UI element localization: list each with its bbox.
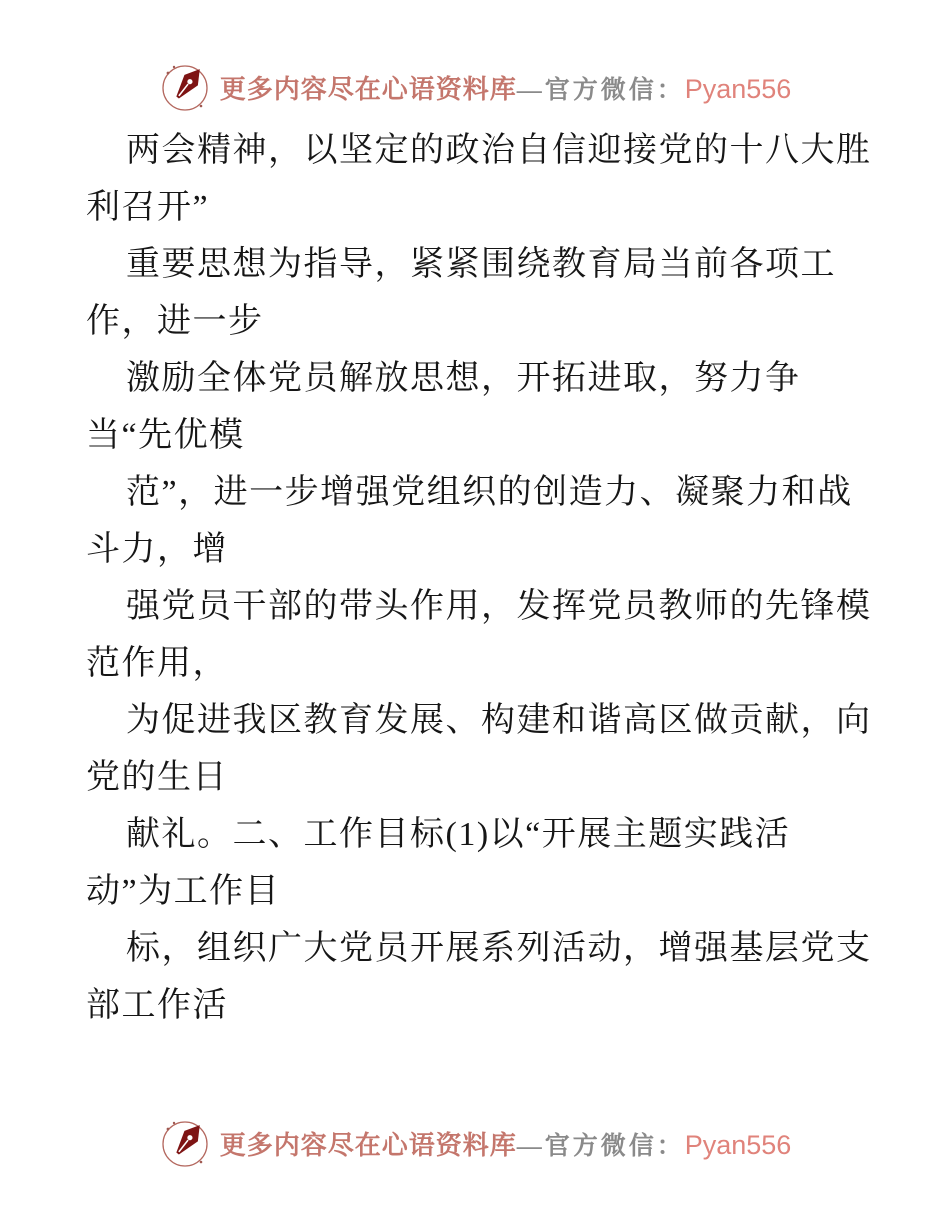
text-line: 利召开” — [86, 189, 210, 226]
watermark-footer — [0, 1116, 950, 1170]
document-body — [86, 122, 870, 1034]
text-line: 范”，进一步增强党组织的创造力、凝聚力和战 — [126, 474, 853, 511]
text-line: 为促进我区教育发展、构建和谐高区做贡献，向 — [126, 702, 872, 739]
watermark-wechat-id: Pyan556 — [684, 73, 792, 104]
watermark-text — [220, 1125, 792, 1162]
text-line: 当“先优模 — [86, 417, 245, 454]
watermark-header — [0, 60, 950, 114]
text-line: 范作用， — [86, 645, 228, 682]
text-line: 党的生日 — [86, 759, 228, 796]
text-line: 激励全体党员解放思想，开拓进取，努力争 — [126, 360, 801, 397]
text-line: 部工作活 — [86, 987, 228, 1024]
text-line: 标，组织广大党员开展系列活动，增强基层党支 — [126, 930, 872, 967]
watermark-text — [220, 69, 792, 106]
text-line: 两会精神，以坚定的政治自信迎接党的十八大胜 — [126, 132, 872, 169]
text-line: 动”为工作目 — [86, 873, 281, 910]
watermark-wechat-id: Pyan556 — [684, 1129, 792, 1160]
watermark-brand-text: 更多内容尽在心语资料库 — [219, 1130, 517, 1160]
pen-nib-logo-icon — [159, 1116, 211, 1170]
watermark-channel-label: —官方微信： — [516, 76, 685, 104]
text-line: 强党员干部的带头作用，发挥党员教师的先锋模 — [126, 588, 872, 625]
watermark-channel-label: —官方微信： — [516, 1132, 685, 1160]
text-line: 重要思想为指导，紧紧围绕教育局当前各项工 — [126, 246, 836, 283]
text-line: 献礼。二、工作目标(1)以“开展主题实践活 — [126, 816, 791, 853]
text-line: 作，进一步 — [86, 303, 264, 340]
watermark-brand-text: 更多内容尽在心语资料库 — [219, 74, 517, 104]
pen-nib-logo-icon — [159, 60, 211, 114]
text-line: 斗力，增 — [86, 531, 228, 568]
